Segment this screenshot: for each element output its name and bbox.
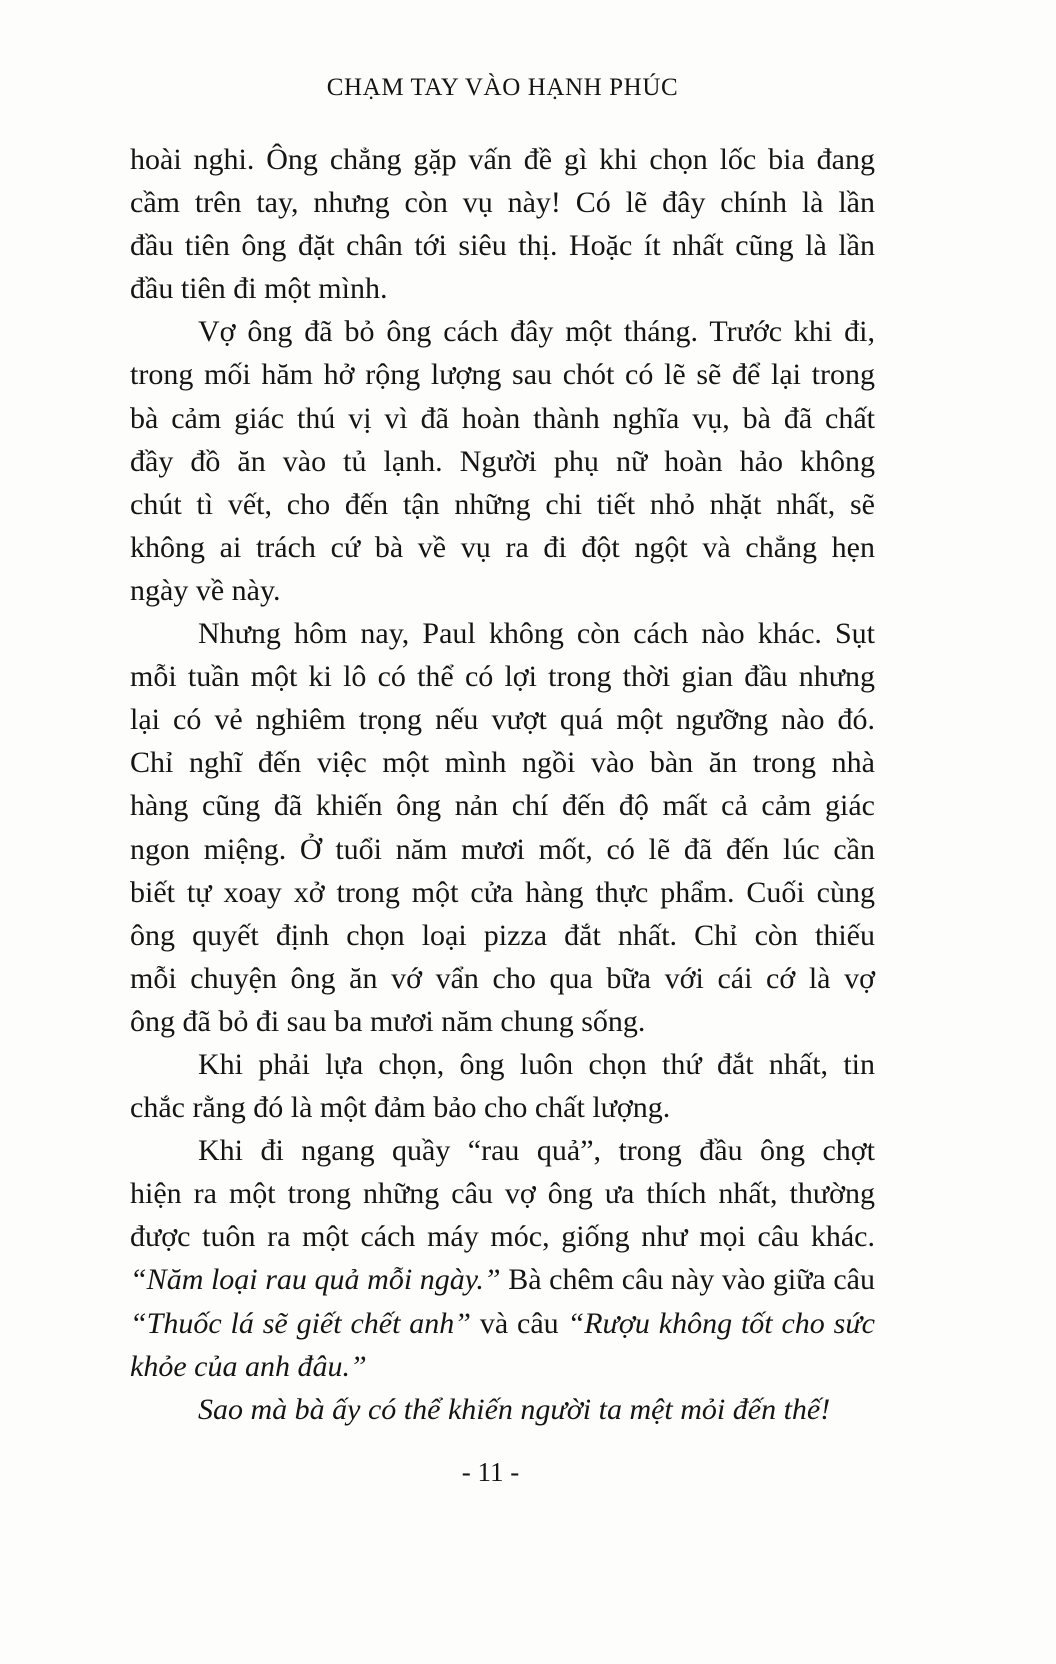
text-line: Khi phải lựa chọn, ông luôn chọn thứ đắt nhất, tin bbox=[198, 1047, 875, 1081]
text-line: trong mối hăm hở rộng lượng sau chót có lẽ sẽ để lại trong bbox=[130, 358, 875, 392]
text-line: hàng cũng đã khiến ông nản chí đến độ mất cả cảm giác bbox=[130, 789, 875, 823]
line-text: Bà chêm câu này vào giữa câu bbox=[500, 1263, 875, 1297]
text-line: biết tự xoay xở trong một cửa hàng thực phẩm. Cuối cùng bbox=[130, 875, 875, 909]
text-line: ngày về này. bbox=[130, 573, 281, 607]
text-line: lại có vẻ nghiêm trọng nếu vượt quá một ngưỡng nào đó. bbox=[130, 703, 875, 737]
text-line: cầm trên tay, nhưng còn vụ này! Có lẽ đây chính là lần bbox=[130, 186, 875, 220]
italic-quote: khỏe của anh đâu.” bbox=[130, 1349, 367, 1383]
line-text: và câu bbox=[470, 1306, 568, 1340]
text-line: đầu tiên đi một mình. bbox=[130, 272, 388, 306]
page-number: - 11 - bbox=[461, 1457, 520, 1487]
text-line: Vợ ông đã bỏ ông cách đây một tháng. Trước khi đi, bbox=[198, 315, 875, 349]
paragraph bbox=[130, 612, 875, 1043]
text-line: đầy đồ ăn vào tủ lạnh. Người phụ nữ hoàn hảo không bbox=[130, 444, 875, 478]
text-line: Chỉ nghĩ đến việc một mình ngồi vào bàn ăn trong nhà bbox=[130, 746, 875, 780]
text-line: bà cảm giác thú vị vì đã hoàn thành nghĩa vụ, bà đã chất bbox=[130, 401, 875, 435]
text-line: hiện ra một trong những câu vợ ông ưa thích nhất, thường bbox=[130, 1177, 875, 1211]
running-title: CHẠM TAY VÀO HẠNH PHÚC bbox=[326, 74, 679, 101]
text-line: Nhưng hôm nay, Paul không còn cách nào khác. Sụt bbox=[198, 617, 875, 651]
text-line: ngon miệng. Ở tuổi năm mươi mốt, có lẽ đã đến lúc cần bbox=[130, 832, 875, 866]
italic-quote: “Thuốc lá sẽ giết chết anh” bbox=[130, 1306, 471, 1340]
text-line: Khi đi ngang quầy “rau quả”, trong đầu ông chợt bbox=[198, 1134, 875, 1168]
italic-quote: “Năm loại rau quả mỗi ngày.” bbox=[130, 1263, 501, 1297]
text-line: chắc rằng đó là một đảm bảo cho chất lượng. bbox=[130, 1091, 671, 1125]
text-line: chút tì vết, cho đến tận những chi tiết nhỏ nhặt nhất, sẽ bbox=[130, 487, 875, 521]
paragraph bbox=[130, 1043, 875, 1129]
text-block bbox=[130, 138, 875, 1431]
text-line: ông quyết định chọn loại pizza đắt nhất. Chỉ còn thiếu bbox=[130, 918, 875, 952]
text-line: đầu tiên ông đặt chân tới siêu thị. Hoặc ít nhất cũng là lần bbox=[130, 229, 875, 263]
text-line bbox=[130, 1258, 875, 1301]
italic-text-line: Sao mà bà ấy có thể khiến người ta mệt mỏi đến thế! bbox=[198, 1392, 831, 1426]
text-line: mỗi chuyện ông ăn vớ vẩn cho qua bữa với cái cớ là vợ bbox=[130, 961, 875, 995]
text-line: ông đã bỏ đi sau ba mươi năm chung sống. bbox=[130, 1004, 646, 1038]
italic-quote: “Rượu không tốt cho sức bbox=[567, 1306, 875, 1340]
paragraph bbox=[130, 1129, 875, 1388]
text-line: được tuôn ra một cách máy móc, giống như mọi câu khác. bbox=[130, 1220, 875, 1254]
text-line: không ai trách cứ bà về vụ ra đi đột ngột và chẳng hẹn bbox=[130, 530, 875, 564]
paragraph bbox=[130, 138, 875, 310]
text-line: hoài nghi. Ông chẳng gặp vấn đề gì khi chọn lốc bia đang bbox=[130, 143, 875, 176]
text-line bbox=[130, 1345, 875, 1388]
paragraph bbox=[130, 1388, 875, 1431]
text-line bbox=[130, 1302, 875, 1345]
text-line: mỗi tuần một ki lô có thể có lợi trong thời gian đầu nhưng bbox=[130, 660, 875, 694]
paragraph bbox=[130, 310, 875, 612]
